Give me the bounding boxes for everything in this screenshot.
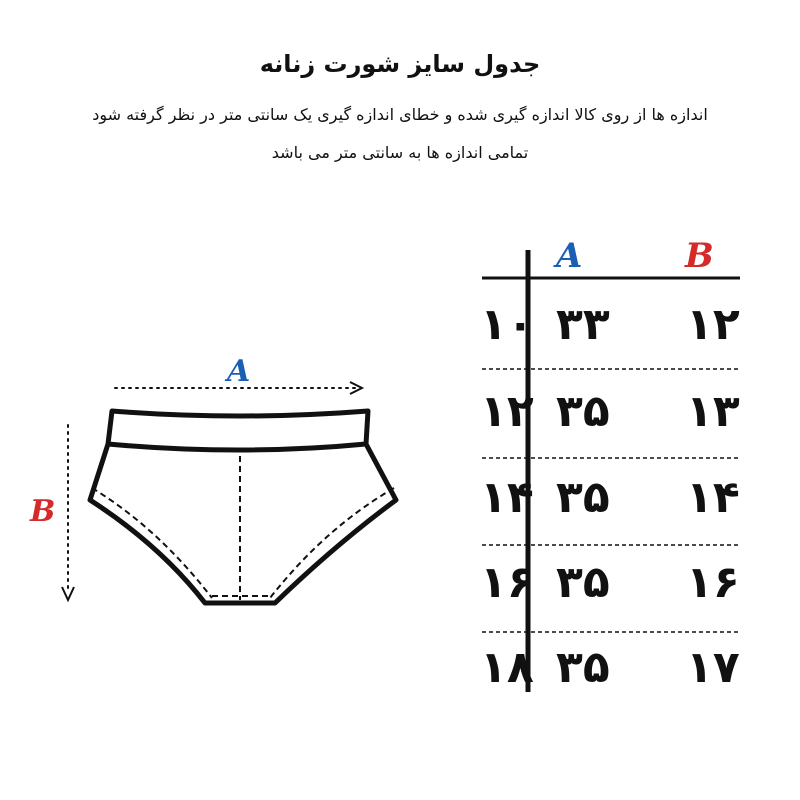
size-cell: ۱۴: [480, 472, 534, 523]
a-value-cell: ۳۵: [556, 642, 610, 693]
column-header-b: B: [685, 236, 714, 276]
size-cell: ۱۶: [480, 557, 534, 608]
b-value-cell: ۱۴: [686, 472, 740, 523]
b-value-cell: ۱۳: [686, 386, 740, 437]
a-value-cell: ۳۵: [556, 472, 610, 523]
size-cell: ۱۲: [480, 386, 534, 437]
diagram-label-b: B: [30, 494, 56, 529]
a-value-cell: ۳۵: [556, 386, 610, 437]
column-header-a: A: [556, 236, 583, 276]
size-cell: ۱۸: [480, 642, 534, 693]
page-title: جدول سایز شورت زنانه: [259, 50, 541, 78]
a-value-cell: ۳۳: [556, 299, 610, 350]
units-note: تمامی اندازه ها به سانتی متر می باشد: [271, 143, 529, 162]
a-value-cell: ۳۵: [556, 557, 610, 608]
measurement-note: اندازه ها از روی کالا اندازه گیری شده و خطای اندازه گیری یک سانتی متر در نظر گرفته شود: [92, 105, 708, 124]
brief-illustration: [90, 411, 396, 603]
b-value-cell: ۱۷: [686, 642, 740, 693]
diagram-label-a: A: [227, 354, 251, 389]
height-arrow: [62, 425, 74, 600]
b-value-cell: ۱۲: [686, 299, 740, 350]
size-cell: ۱۰: [480, 299, 534, 350]
b-value-cell: ۱۶: [686, 557, 740, 608]
